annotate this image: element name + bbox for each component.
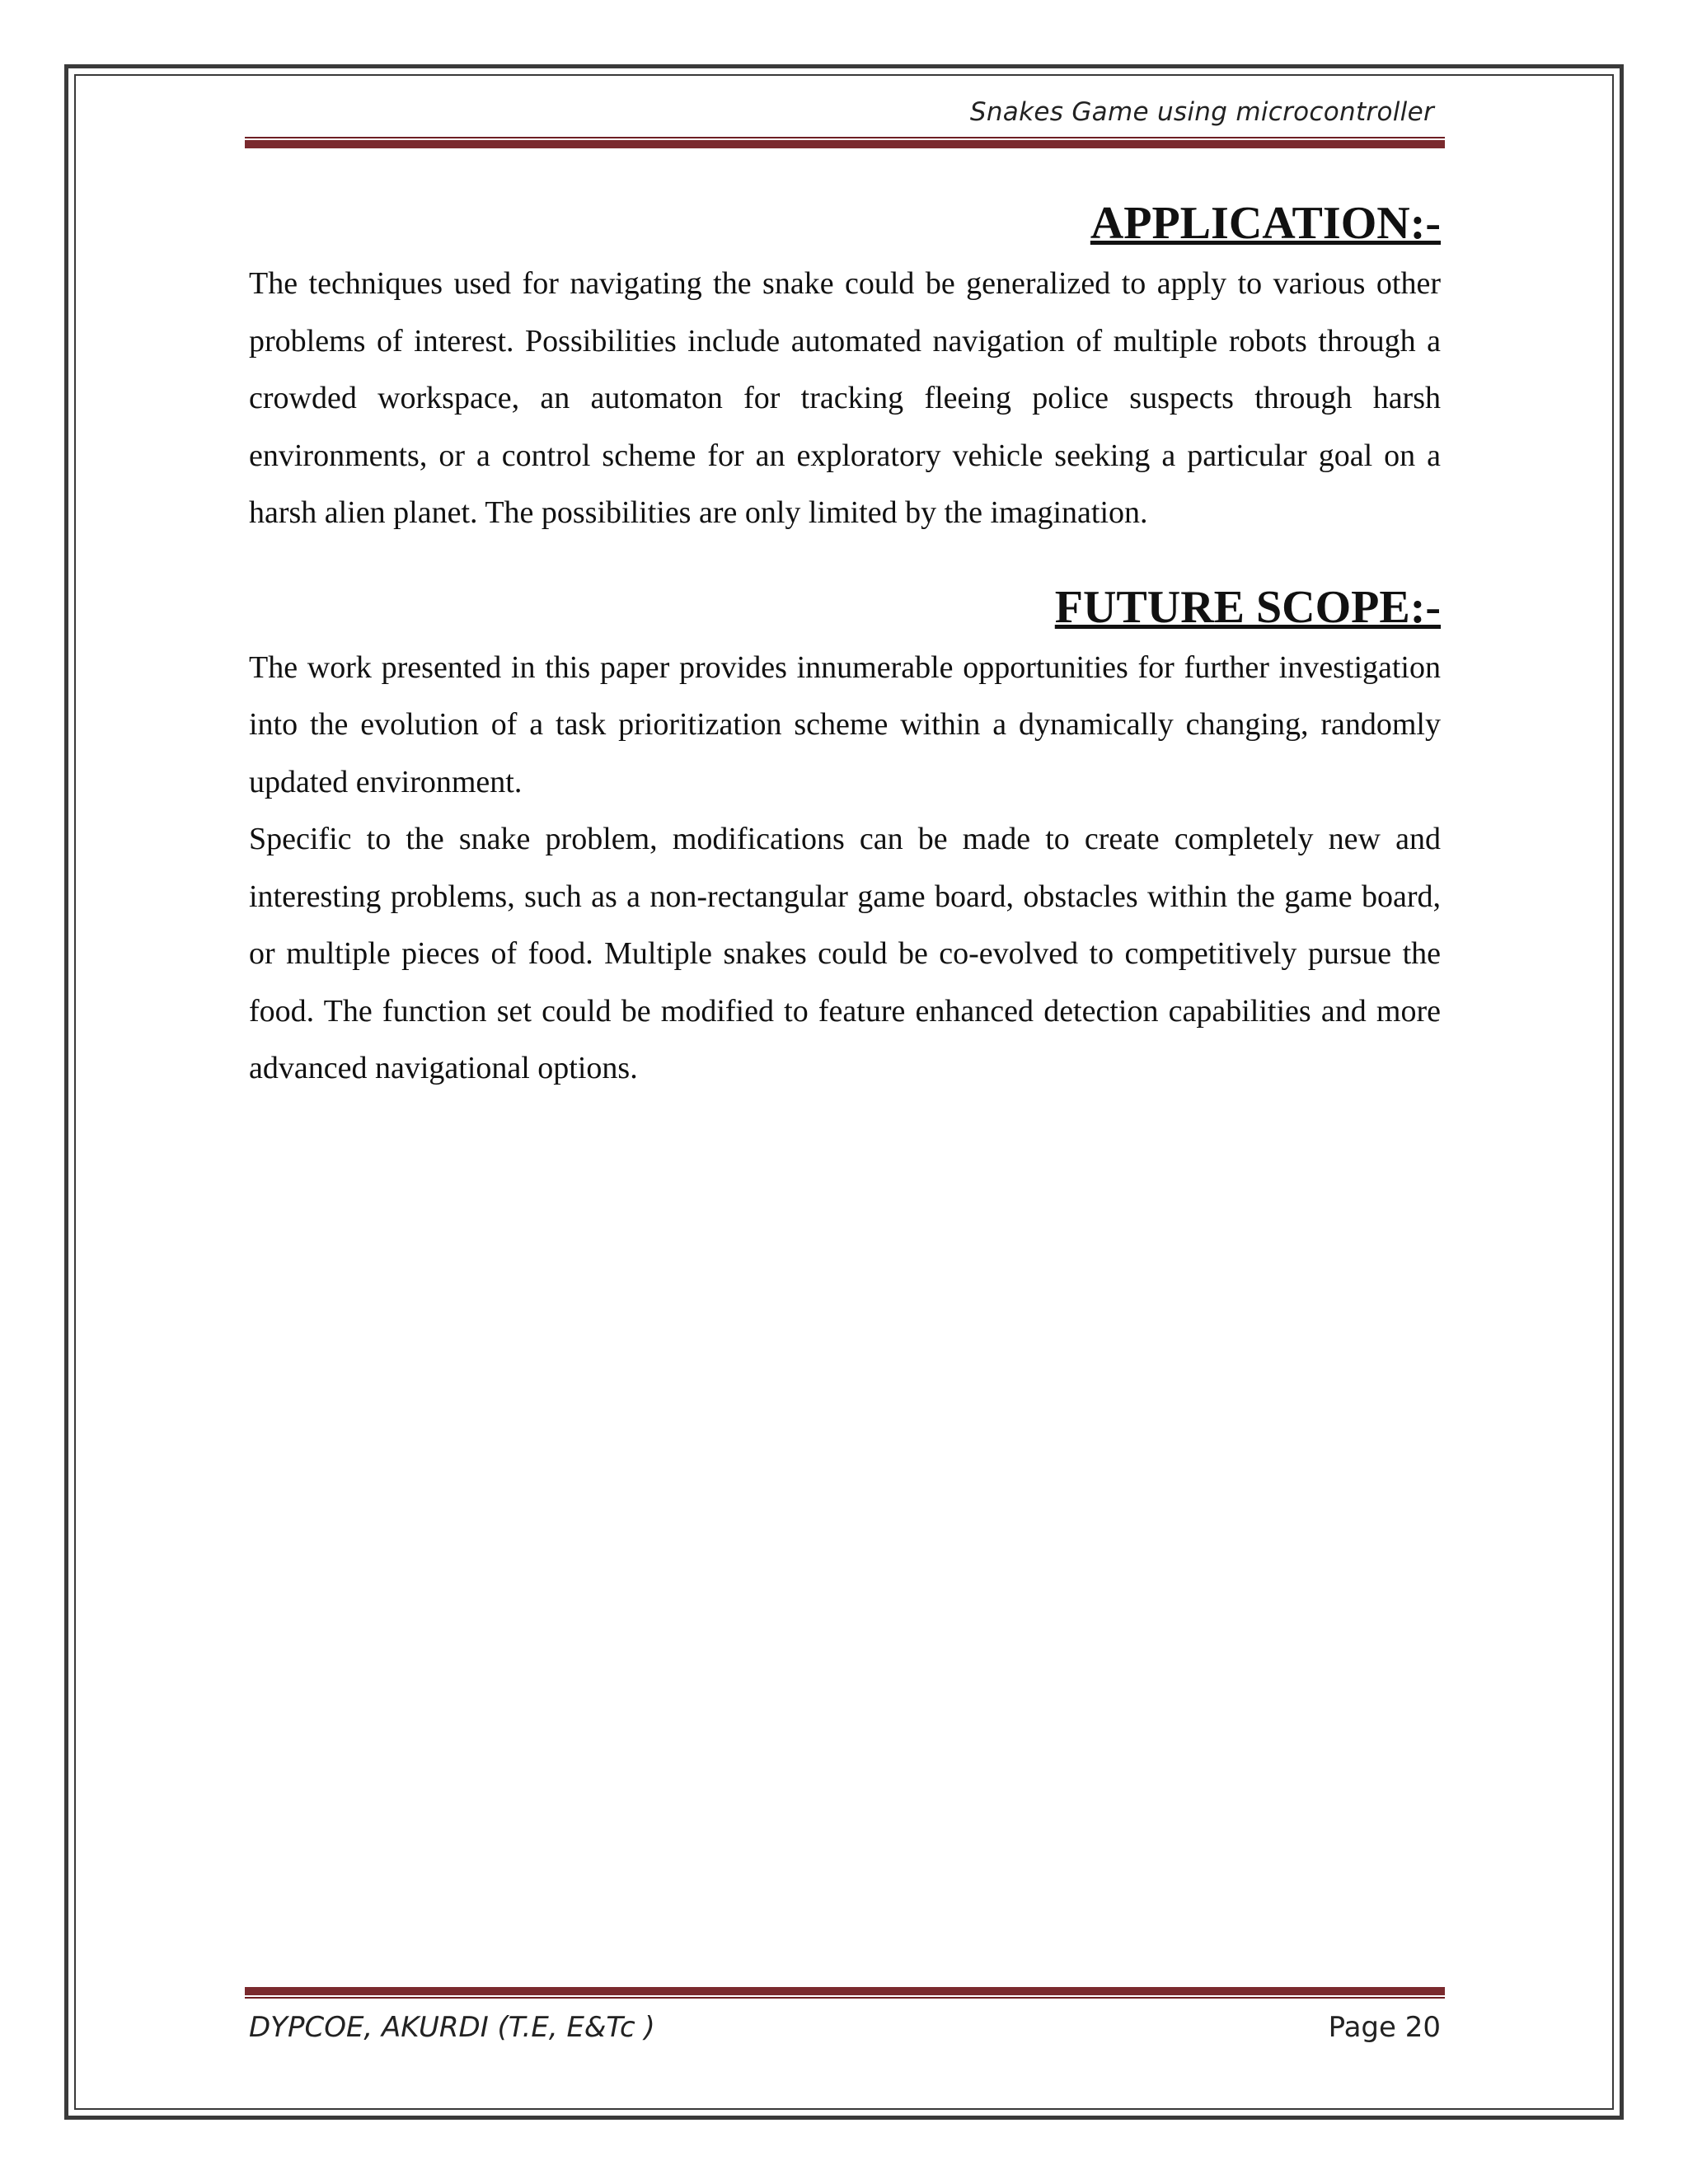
section-heading-application: APPLICATION:- [1090, 198, 1441, 249]
page-content [249, 191, 1441, 1098]
footer-institution: DYPCOE, AKURDI (T.E, E&Tc ) [249, 2011, 655, 2044]
future-scope-paragraph-1: The work presented in this paper provides innumerable opportunities for further investigation into the evolution of a task prioritization scheme within a dynamically changing, randomly updated environment. [249, 649, 1441, 799]
future-scope-paragraph-2: Specific to the snake problem, modifications can be made to create completely new and interesting problems, such as a non-rectangular game board, obstacles within the game board, or multiple pieces of food. Multiple snakes could be co-evolved to competitively pursue the food. The function set could be modified to feature enhanced detection capabilities and more advanced navigational options. [249, 822, 1441, 1085]
running-header: Snakes Game using microcontroller [969, 97, 1434, 127]
footer-rule-thin [245, 1997, 1445, 1999]
header-rule-thin [245, 137, 1445, 138]
application-paragraph: The techniques used for navigating the snake could be generalized to apply to various other problems of interest. Possibilities include automated navigation of multiple robots through a crowded workspace, an automaton for tracking fleeing police suspects through harsh environments, or a control scheme for an exploratory vehicle seeking a particular goal on a harsh alien planet. The possibilities are only limited by the imagination. [249, 266, 1441, 530]
section-heading-future-scope: FUTURE SCOPE:- [1054, 581, 1441, 633]
footer-rule-thick [245, 1987, 1445, 1995]
page-number: Page 20 [1328, 2011, 1441, 2044]
section-spacer [249, 542, 1441, 575]
header-rule-thick [245, 140, 1445, 148]
